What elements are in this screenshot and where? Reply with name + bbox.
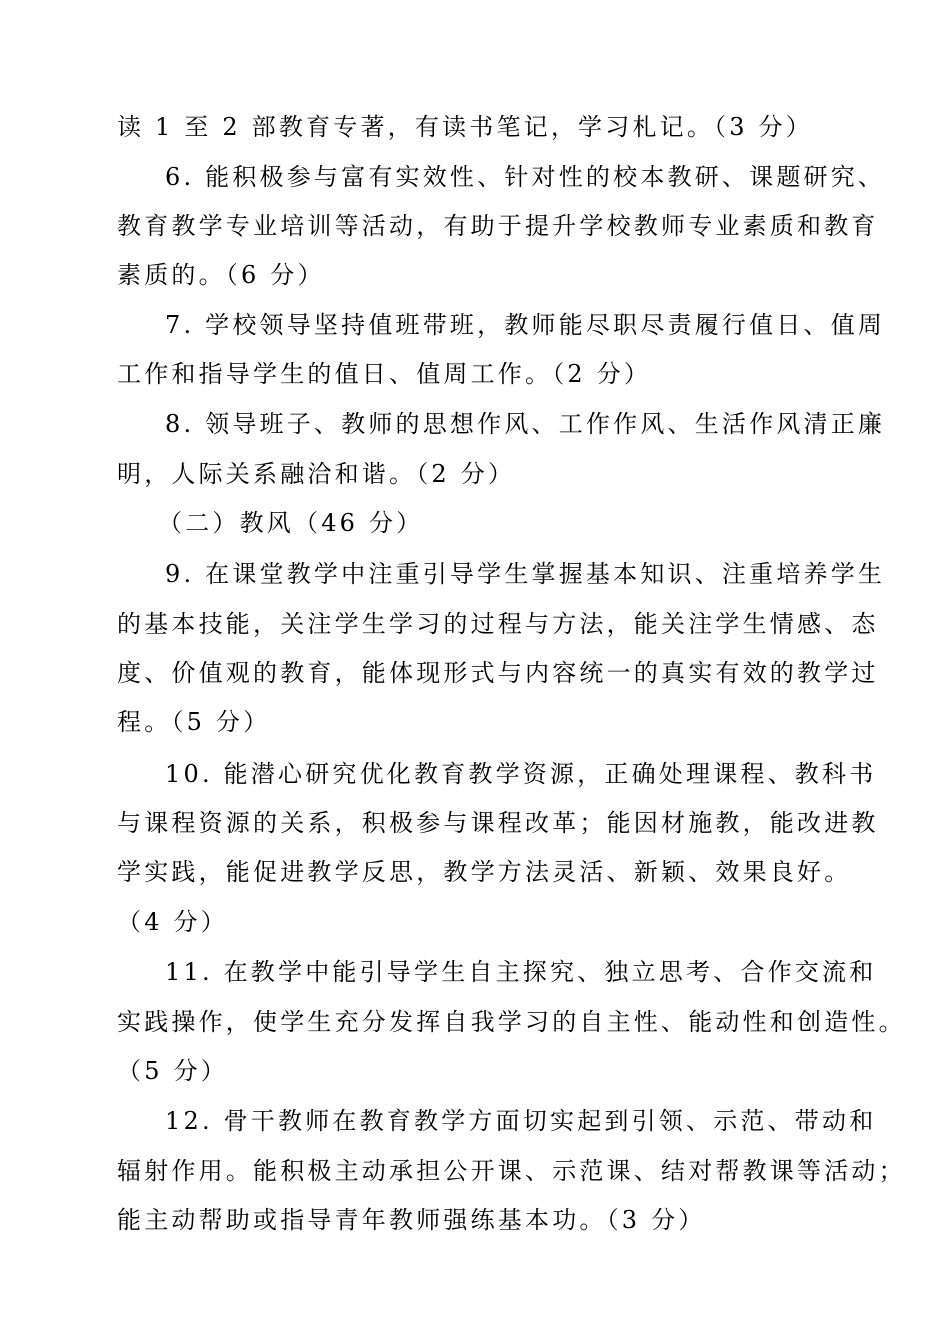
text-line: 实践操作，使学生充分发挥自我学习的自主性、能动性和创造性。: [117, 1008, 906, 1036]
text-line: 11. 在教学中能引导学生自主探究、独立思考、合作交流和: [165, 958, 877, 986]
text-line: 明，人际关系融洽和谐。（2 分）: [117, 460, 516, 488]
text-line: （5 分）: [117, 1057, 228, 1085]
text-line: （4 分）: [117, 908, 228, 936]
text-line: 程。（5 分）: [117, 708, 271, 736]
text-line: 素质的。（6 分）: [117, 261, 325, 289]
text-line: 的基本技能，关注学生学习的过程与方法，能关注学生情感、态: [117, 610, 879, 638]
text-line: 6. 能积极参与富有实效性、针对性的校本教研、课题研究、: [165, 163, 886, 191]
text-line: 辐射作用。能积极主动承担公开课、示范课、结对帮教课等活动；: [117, 1157, 906, 1185]
text-line: 与课程资源的关系，积极参与课程改革；能因材施教，能改进教: [117, 809, 879, 837]
text-line: 能主动帮助或指导青年教师强练基本功。（3 分）: [117, 1206, 706, 1234]
text-line: 工作和指导学生的值日、值周工作。（2 分）: [117, 360, 652, 388]
section-heading: （二）教风（46 分）: [158, 509, 424, 537]
text-line: 读 1 至 2 部教育专著，有读书笔记，学习札记。（3 分）: [117, 113, 813, 141]
text-line: 9. 在课堂教学中注重引导学生掌握基本知识、注重培养学生: [165, 560, 886, 588]
text-line: 7. 学校领导坚持值班带班，教师能尽职尽责履行值日、值周: [165, 311, 886, 339]
text-line: 10. 能潜心研究优化教育教学资源，正确处理课程、教科书: [165, 760, 877, 788]
text-line: 学实践，能促进教学反思，教学方法灵活、新颖、效果良好。: [117, 858, 852, 886]
text-line: 8. 领导班子、教师的思想作风、工作作风、生活作风清正廉: [165, 410, 886, 438]
text-line: 度、价值观的教育，能体现形式与内容统一的真实有效的教学过: [117, 659, 879, 687]
text-line: 教育教学专业培训等活动，有助于提升学校教师专业素质和教育: [117, 212, 879, 240]
text-line: 12. 骨干教师在教育教学方面切实起到引领、示范、带动和: [165, 1107, 877, 1135]
